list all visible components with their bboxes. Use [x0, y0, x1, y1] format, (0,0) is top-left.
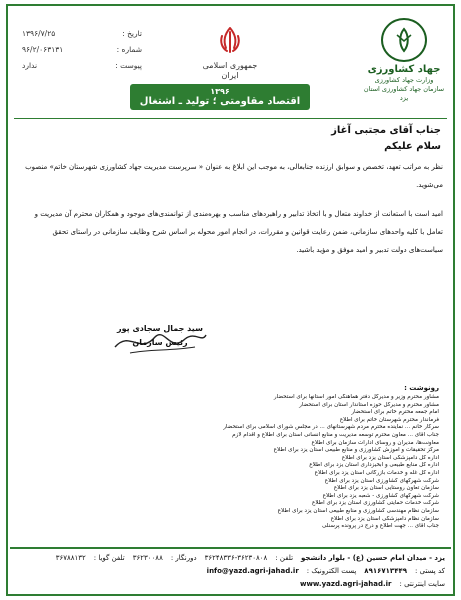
republic-emblem — [195, 26, 265, 81]
cc-item: جناب آقای ... جهت اطلاع و درج در پرونده پرسنلی — [322, 523, 439, 530]
wheat-emblem-icon — [381, 18, 427, 62]
cc-item: شرکت خدمات حمایتی کشاورزی استان یزد برای اطلاع — [311, 500, 439, 507]
number-value: ۹۶/۲/۰۶۳۱۳۱ — [22, 45, 64, 54]
cc-item: فرماندار محترم شهرستان خاتم برای اطلاع — [339, 416, 439, 423]
date-value: ۱۳۹۶/۷/۲۵ — [22, 29, 56, 38]
letter-footer — [10, 547, 451, 593]
cc-item: مشاور محترم و مدیرکل حوزه استاندار استان برای استحضار — [299, 401, 439, 408]
callcenter-value: ۳۶۷۸۸۱۳۲ — [55, 554, 86, 562]
date-label: تاریخ : — [122, 29, 142, 38]
postal-label: کد پستی : — [415, 567, 445, 575]
cc-item: جناب آقای ... معاون محترم توسعه مدیریت و منابع انسانی استان برای اطلاع و اقدام لازم — [232, 431, 439, 438]
fax-label: دورنگار : — [170, 554, 197, 562]
signatory-name: سید جمال سجادی پور — [117, 324, 203, 333]
ministry-logo — [361, 18, 447, 103]
email-link[interactable]: info@yazd.agri-jahad.ir — [206, 567, 299, 575]
attachment-label: پیوست : — [115, 61, 142, 70]
website-link[interactable]: www.yazd.agri-jahad.ir — [299, 580, 392, 588]
letter-meta — [22, 26, 142, 74]
header-divider — [14, 118, 447, 119]
cc-item: اداره کل غله و خدمات بازرگانی استان یزد برای اطلاع — [314, 469, 439, 476]
number-row — [22, 42, 142, 58]
footer-postal-row — [16, 567, 445, 575]
number-label: شماره : — [116, 45, 142, 54]
cc-item: سازمان نظام مهندسی کشاورزی و منابع طبیعی استان یزد برای اطلاع — [277, 507, 439, 514]
cc-item: معاونت‌ها، مدیران و روسای ادارات سازمان برای اطلاع — [311, 439, 439, 446]
addressee: جناب آقای مجتبی آغاز — [331, 125, 441, 136]
footer-contact-row — [16, 554, 445, 562]
address-text: یزد - میدان امام حسین (ع) - بلوار دانشجو — [301, 554, 445, 562]
org-line1: وزارت جهاد کشاورزی — [374, 76, 434, 84]
attachment-row — [22, 58, 142, 74]
letterhead — [10, 8, 451, 118]
date-row — [22, 26, 142, 42]
phone-value: ۳۶۲۴۸۳۳۶-۳۶۲۳۰۸۰۸ — [204, 554, 268, 562]
website-label: سایت اینترنتی : — [399, 580, 445, 588]
paragraph-wishes: امید است با استعانت از خداوند متعال و با اتخاذ تدابیر و راهبردهای مناسب و بهره‌مندی از توانمندی‌های موجود و همکاران محترم آن مدیریت و تعامل با کلیه واحدهای سازمانی، ضمن رعایت قوانین و مقررات، در انجام امور محوله بر اساس شرح وظایف سازمانی در راستای تحقق سیاست‌های دولت تدبیر و امید موفق و مؤید باشید. — [34, 210, 443, 254]
cc-item: اداره کل دامپزشکی استان یزد برای اطلاع — [341, 454, 439, 461]
phone-label: تلفن : — [275, 554, 294, 562]
callcenter-label: تلفن گویا : — [93, 554, 125, 562]
slogan-year: ۱۳۹۶ — [210, 86, 230, 96]
cc-title: رونوشت : — [404, 384, 439, 392]
cc-item: سرکار خانم ... نماینده محترم مردم شهرستانهای ... در مجلس شورای اسلامی برای استحضار — [223, 424, 439, 431]
attachment-value: ندارد — [22, 61, 38, 70]
signatory-role: رئیس سازمان — [132, 338, 188, 347]
cc-item: شرکت شهرکهای کشاورزی - شعبه یزد برای اطلاع — [322, 492, 439, 499]
republic-label: جمهوری اسلامی ایران — [202, 61, 258, 80]
cc-item: سازمان نظام دامپزشکی استان یزد برای اطلاع — [330, 515, 439, 522]
year-slogan — [130, 84, 310, 110]
cc-item: سازمان تعاون روستایی استان یزد برای اطلاع — [333, 485, 439, 492]
cc-list — [99, 394, 439, 531]
fax-value: ۳۶۲۳۰۰۸۸ — [132, 554, 163, 562]
iran-emblem-icon — [195, 26, 265, 59]
footer-web-row — [16, 580, 445, 588]
cc-item: شرکت شهرکهای کشاورزی استان یزد برای اطلاع — [324, 477, 439, 484]
cc-item: امام جمعه محترم خاتم برای استحضار — [351, 409, 439, 416]
paragraph-appointment: نظر به مراتب تعهد، تخصص و سوابق ارزنده جنابعالی، به موجب این ابلاغ به عنوان « سرپرست مدیریت جهاد کشاورزی شهرستان خاتم» منصوب می‌شوید. — [25, 163, 443, 189]
greeting: سلام علیکم — [384, 141, 441, 152]
org-brand: جهاد کشاورزی — [367, 64, 441, 75]
slogan-text: اقتصاد مقاومتی ؛ تولید ـ اشتغال — [139, 95, 301, 107]
postal-value: ۸۹۱۶۷۱۳۴۴۹ — [364, 567, 408, 575]
cc-item: اداره کل منابع طبیعی و آبخیزداری استان یزد برای اطلاع — [309, 462, 439, 469]
cc-item: مرکز تحقیقات و آموزش کشاورزی و منابع طبیعی استان یزد برای اطلاع — [273, 447, 439, 454]
org-line2: سازمان جهاد کشاورزی استان یزد — [363, 85, 445, 102]
email-label: پست الکترونیک : — [306, 567, 357, 575]
signature-block — [100, 322, 220, 350]
cc-item: مشاور محترم وزیر و مدیرکل دفتر هماهنگی امور استانها برای استحضار — [273, 394, 439, 400]
